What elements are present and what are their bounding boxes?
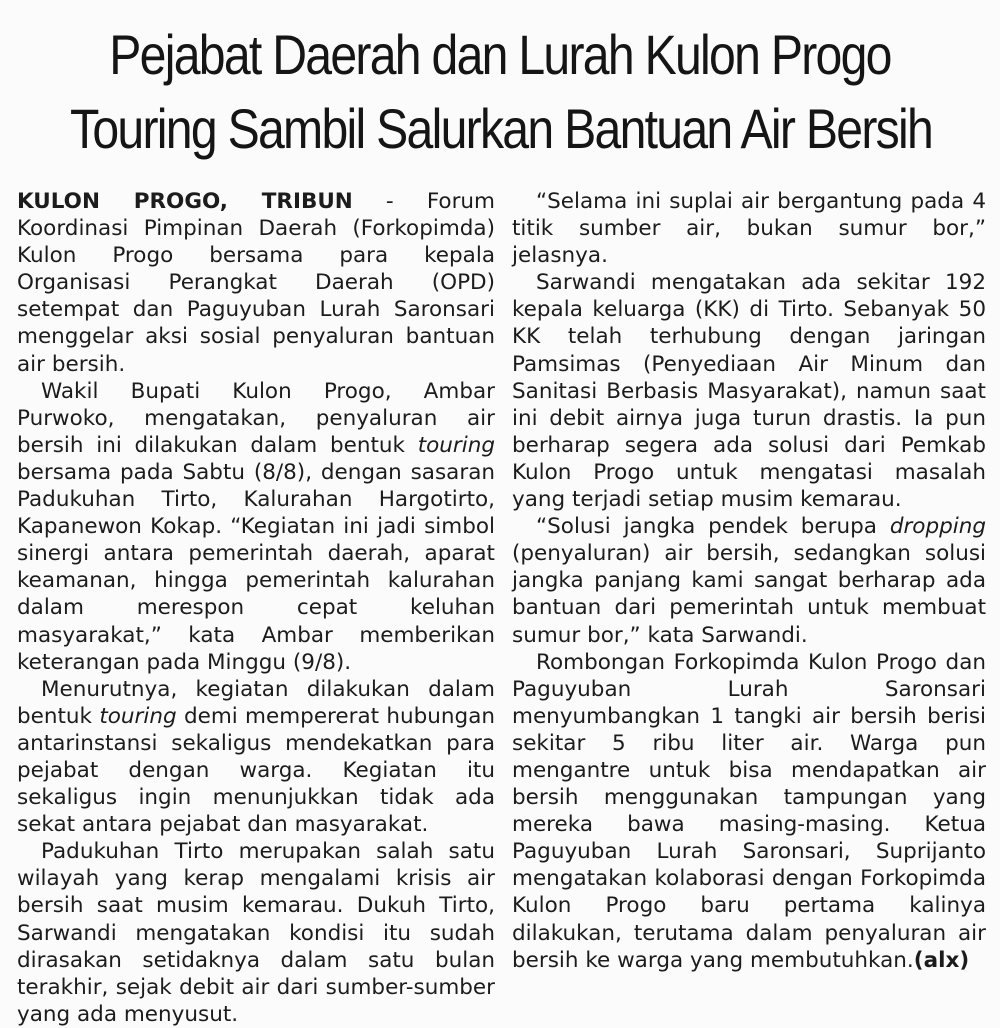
paragraph-3-text-b: demi mempererat hubungan antarinstansi sekaligus mendekatkan para pejabat dengan warga. Kegiatan itu sekaligus ingin menunjukkan tidak ada sekat antara pejabat dan masyarakat. <box>17 703 495 838</box>
paragraph-7-text-a: “Solusi jangka pendek berupa <box>536 514 890 540</box>
paragraph-5: “Selama ini suplai air bergantung pada 4 titik sumber air, bukan sumur bor,” jelasnya. <box>512 189 986 269</box>
paragraph-4: Padukuhan Tirto merupakan salah satu wilayah yang kerap mengalami krisis air bersih saat musim kemarau. Dukuh Tirto, Sarwandi mengatakan kondisi itu sudah dirasakan setidaknya dalam satu bulan terakhir, sejak debit air dari sumber-sumber yang ada menyusut. <box>17 839 495 1027</box>
paragraph-2-text-a: Wakil Bupati Kulon Progo, Ambar Purwoko, mengatakan, penyaluran air bersih ini dilakukan dalam bentuk <box>17 378 495 458</box>
headline <box>70 18 933 166</box>
byline: (alx) <box>913 947 970 973</box>
paragraph-2-italic: touring <box>417 432 495 458</box>
article-column-left <box>17 188 495 1028</box>
lead-paragraph <box>17 188 495 378</box>
lead-text: - Forum Koordinasi Pimpinan Daerah (Forkopimda) Kulon Progo bersama para kepala Organisasi Perangkat Daerah (OPD) setempat dan Paguyuban Lurah Saronsari menggelar aksi sosial penyaluran bantuan air bersih. <box>17 189 495 377</box>
paragraph-3-text-a: Menurutnya, kegiatan dilakukan dalam bentuk <box>17 676 495 729</box>
paragraph-7 <box>512 513 986 648</box>
article-column-right <box>512 188 986 974</box>
dateline: KULON PROGO, TRIBUN <box>17 189 353 214</box>
paragraph-3-italic: touring <box>99 703 177 729</box>
paragraph-8-text: Rombongan Forkopimda Kulon Progo dan Paguyuban Lurah Saronsari menyumbangkan 1 tangki air bersih berisi sekitar 5 ribu liter air. Warga pun mengantre untuk bisa mendapatkan air bersih menggunakan tampungan yang mereka bawa masing-masing. Ketua Paguyuban Lurah Saronsari, Suprijanto mengatakan kolaborasi dengan Forkopimda Kulon Progo baru pertama kalinya dilakukan, terutama dalam penyaluran air bersih ke warga yang membutuhkan. <box>512 649 986 973</box>
paragraph-7-text-b: (penyaluran) air bersih, sedangkan solusi jangka panjang kami sangat berharap ada bantuan dari pemerintah untuk membuat sumur bor,” kata Sarwandi. <box>512 541 986 648</box>
paragraph-2 <box>17 378 495 676</box>
headline-line-1: Pejabat Daerah dan Lurah Kulon Progo <box>109 23 891 86</box>
paragraph-2-text-b: bersama pada Sabtu (8/8), dengan sasaran Padukuhan Tirto, Kalurahan Hargotirto, Kapanewon Kokap. “Kegiatan ini jadi simbol sinergi antara pemerintah daerah, aparat keamanan, hingga pemerintah kalurahan dalam merespon cepat keluhan masyarakat,” kata Ambar memberikan keterangan pada Minggu (9/8). <box>17 459 495 675</box>
paragraph-3 <box>17 676 495 839</box>
paragraph-6: Sarwandi mengatakan ada sekitar 192 kepala keluarga (KK) di Tirto. Sebanyak 50 KK telah terhubung dengan jaringan Pamsimas (Penyediaan Air Minum dan Sanitasi Berbasis Masyarakat), namun saat ini debit airnya juga turun drastis. Ia pun berharap segera ada solusi dari Pemkab Kulon Progo untuk mengatasi masalah yang terjadi setiap musim kemarau. <box>512 270 986 513</box>
paragraph-7-italic: dropping <box>889 514 986 540</box>
paragraph-8 <box>512 649 986 974</box>
headline-line-2: Touring Sambil Salurkan Bantuan Air Bersih <box>70 97 933 160</box>
